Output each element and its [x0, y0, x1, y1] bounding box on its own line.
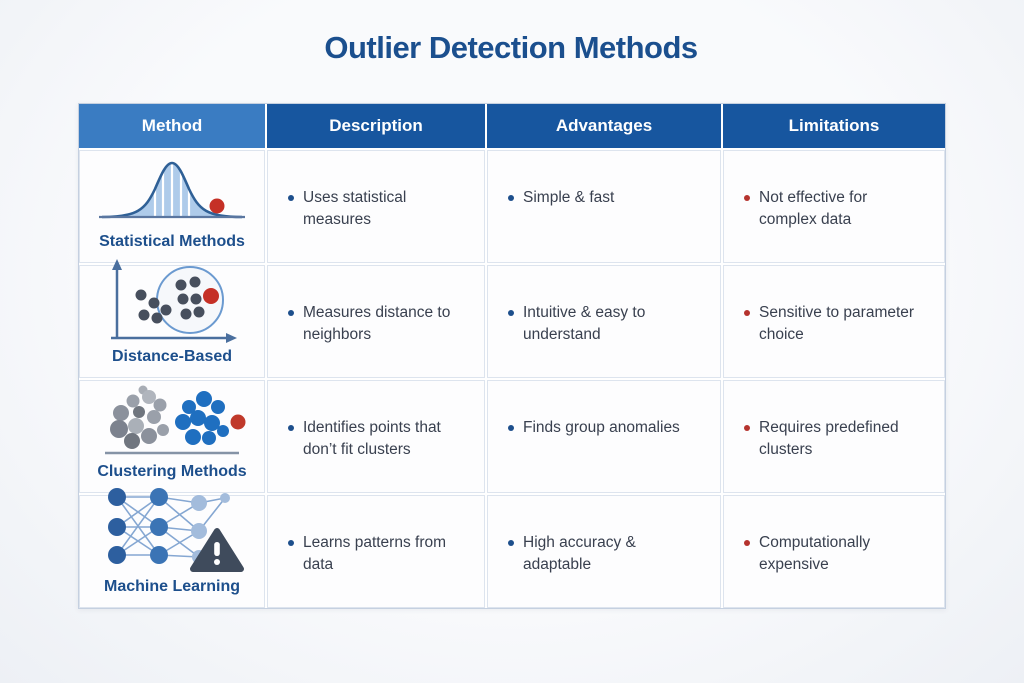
limitations-cell [723, 380, 945, 493]
header-method: Method [79, 104, 265, 148]
bullet-icon [744, 540, 750, 546]
limitations-text: Not effective for complex data [759, 189, 868, 228]
header-advantages: Advantages [487, 104, 721, 148]
page-title: Outlier Detection Methods [324, 30, 698, 65]
dot-clusters-outlier-icon [97, 380, 247, 460]
bullet-icon [288, 425, 294, 431]
bullet-icon [508, 540, 514, 546]
bullet-icon [744, 195, 750, 201]
method-label: Statistical Methods [99, 233, 245, 250]
bullet-icon [508, 195, 514, 201]
method-cell-statistical [79, 150, 265, 263]
bell-curve-outlier-icon [97, 154, 247, 230]
limitations-text: Computationally expensive [759, 534, 871, 573]
advantages-cell [487, 265, 721, 378]
bullet-icon [508, 425, 514, 431]
neural-network-warning-icon [97, 483, 247, 575]
bullet-icon [744, 425, 750, 431]
description-text: Uses statistical measures [303, 189, 407, 228]
method-label: Clustering Methods [97, 463, 247, 480]
advantages-cell [487, 150, 721, 263]
bullet-icon [744, 310, 750, 316]
description-text: Learns patterns from data [303, 534, 447, 573]
bullet-icon [508, 310, 514, 316]
advantages-text: High accuracy & adaptable [523, 534, 636, 573]
bullet-icon [288, 195, 294, 201]
description-cell [267, 265, 485, 378]
description-cell [267, 380, 485, 493]
comparison-table [78, 103, 946, 609]
method-cell-distance [79, 265, 265, 378]
bullet-icon [288, 310, 294, 316]
advantages-text: Simple & fast [523, 189, 615, 206]
limitations-text: Requires predefined clusters [759, 419, 899, 458]
limitations-cell [723, 265, 945, 378]
limitations-cell [723, 495, 945, 608]
description-text: Measures distance to neighbors [303, 304, 451, 343]
limitations-text: Sensitive to parameter choice [759, 304, 915, 343]
header-limitations: Limitations [723, 104, 945, 148]
advantages-text: Intuitive & easy to understand [523, 304, 646, 343]
bullet-icon [288, 540, 294, 546]
method-cell-clustering [79, 380, 265, 493]
description-cell [267, 495, 485, 608]
method-cell-ml [79, 495, 265, 608]
advantages-text: Finds group anomalies [523, 419, 680, 436]
method-label: Machine Learning [103, 578, 241, 595]
advantages-cell [487, 495, 721, 608]
method-label: Distance-Based [111, 348, 233, 365]
description-cell [267, 150, 485, 263]
description-text: Identifies points that don’t fit clusters [303, 419, 441, 458]
advantages-cell [487, 380, 721, 493]
header-description: Description [267, 104, 485, 148]
scatter-plot-distance-icon [97, 255, 247, 345]
limitations-cell [723, 150, 945, 263]
